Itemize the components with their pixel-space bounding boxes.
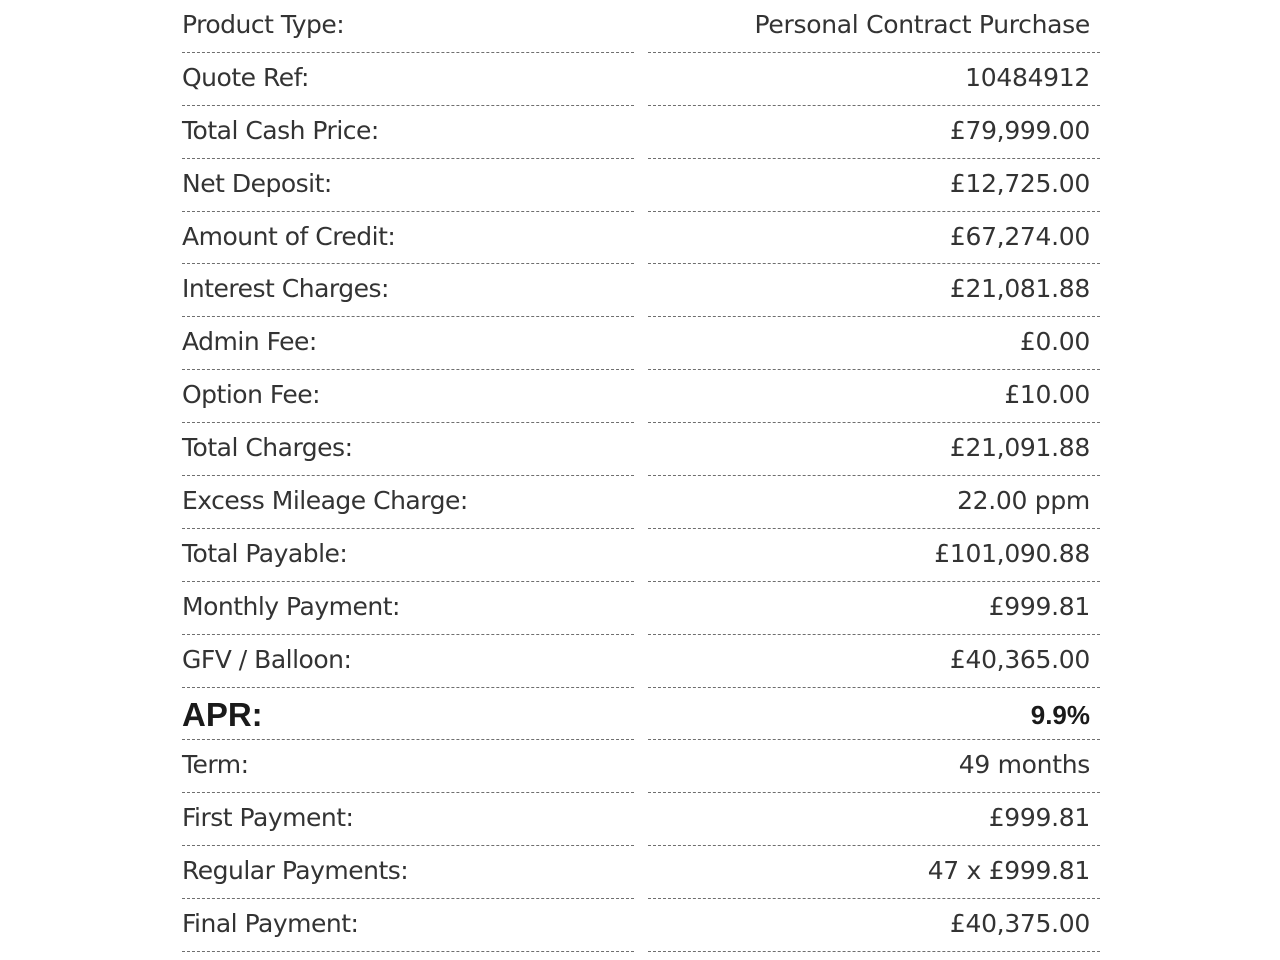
row-value: £67,274.00 (949, 221, 1090, 251)
row-label: Option Fee: (182, 380, 321, 410)
row-monthly-payment (182, 582, 1100, 635)
row-admin-fee (182, 317, 1100, 370)
row-label: Final Payment: (182, 909, 359, 939)
row-net-deposit (182, 159, 1100, 212)
row-term (182, 740, 1100, 793)
row-label: GFV / Balloon: (182, 644, 352, 674)
row-value: 22.00 ppm (957, 486, 1090, 516)
row-divider (182, 951, 1100, 952)
finance-quote-table (182, 0, 1100, 952)
row-value: £0.00 (1019, 327, 1090, 357)
row-label: First Payment: (182, 803, 354, 833)
row-value: 10484912 (965, 62, 1090, 92)
row-final-payment (182, 899, 1100, 952)
row-excess-mileage-charge (182, 476, 1100, 529)
row-label: Interest Charges: (182, 274, 389, 304)
row-quote-ref (182, 53, 1100, 106)
row-gfv-balloon (182, 635, 1100, 688)
row-value: £999.81 (988, 591, 1090, 621)
row-value: 9.9% (1030, 699, 1090, 730)
row-apr (182, 688, 1100, 741)
row-label: Total Payable: (182, 538, 348, 568)
row-label: Admin Fee: (182, 327, 317, 357)
row-product-type (182, 0, 1100, 53)
row-value: £40,365.00 (949, 644, 1090, 674)
row-label: Product Type: (182, 10, 345, 39)
row-first-payment (182, 793, 1100, 846)
row-label: Amount of Credit: (182, 221, 396, 251)
row-interest-charges (182, 264, 1100, 317)
row-value: £999.81 (988, 803, 1090, 833)
row-label: Regular Payments: (182, 856, 409, 886)
row-label: Quote Ref: (182, 62, 309, 92)
row-value: £21,081.88 (949, 274, 1090, 304)
row-label: Excess Mileage Charge: (182, 486, 468, 516)
row-value: 47 x £999.81 (927, 856, 1090, 886)
row-label: Monthly Payment: (182, 591, 400, 621)
row-regular-payments (182, 846, 1100, 899)
row-label: Total Charges: (182, 433, 353, 463)
row-total-cash-price (182, 106, 1100, 159)
row-total-charges (182, 423, 1100, 476)
row-value: £12,725.00 (949, 168, 1090, 198)
row-label: APR: (182, 695, 263, 733)
row-label: Net Deposit: (182, 168, 332, 198)
row-value: £40,375.00 (949, 909, 1090, 939)
row-option-fee (182, 370, 1100, 423)
row-label: Total Cash Price: (182, 115, 379, 145)
row-value: £101,090.88 (934, 538, 1090, 568)
row-amount-of-credit (182, 212, 1100, 265)
row-label: Term: (182, 750, 249, 780)
row-value: £79,999.00 (949, 115, 1090, 145)
row-total-payable (182, 529, 1100, 582)
row-value: 49 months (958, 750, 1090, 780)
row-value: Personal Contract Purchase (754, 10, 1090, 39)
row-value: £10.00 (1004, 380, 1090, 410)
row-value: £21,091.88 (949, 433, 1090, 463)
